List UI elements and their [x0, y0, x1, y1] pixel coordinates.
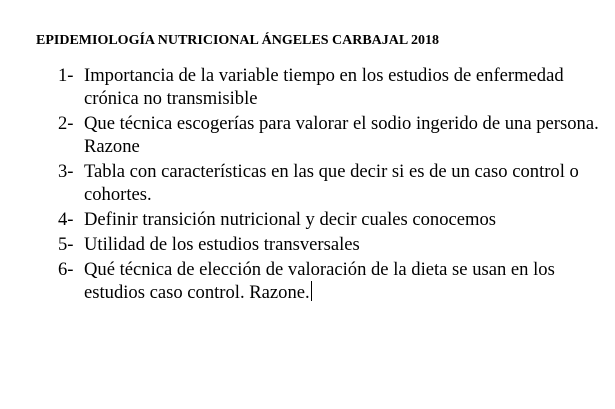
- question-number: 2-: [58, 113, 74, 134]
- question-text: Qué técnica de elección de valoración de la dieta se usan en los estudios caso control. Razone.: [84, 259, 555, 303]
- question-number: 4-: [58, 209, 74, 230]
- list-item: [58, 112, 610, 158]
- question-text-wrap: [84, 258, 610, 304]
- question-text: Que técnica escogerías para valorar el sodio ingerido de una persona. Razone: [84, 113, 599, 157]
- text-cursor: [311, 281, 312, 301]
- question-number: 6-: [58, 259, 74, 280]
- question-list: [58, 64, 610, 306]
- question-text: Importancia de la variable tiempo en los estudios de enfermedad crónica no transmisible: [84, 65, 564, 109]
- question-number: 5-: [58, 234, 74, 255]
- question-number: 1-: [58, 65, 74, 86]
- list-item: [58, 233, 610, 256]
- question-text: Utilidad de los estudios transversales: [84, 234, 360, 255]
- list-item: [58, 258, 610, 304]
- question-number: 3-: [58, 161, 74, 182]
- list-item: [58, 208, 610, 231]
- question-text: Definir transición nutricional y decir cuales conocemos: [84, 209, 497, 230]
- document-title: EPIDEMIOLOGÍA NUTRICIONAL ÁNGELES CARBAJAL 2018: [36, 33, 439, 48]
- list-item: [58, 160, 610, 206]
- list-item: [58, 64, 610, 110]
- question-text: Tabla con características en las que decir si es de un caso control o cohortes.: [84, 161, 579, 205]
